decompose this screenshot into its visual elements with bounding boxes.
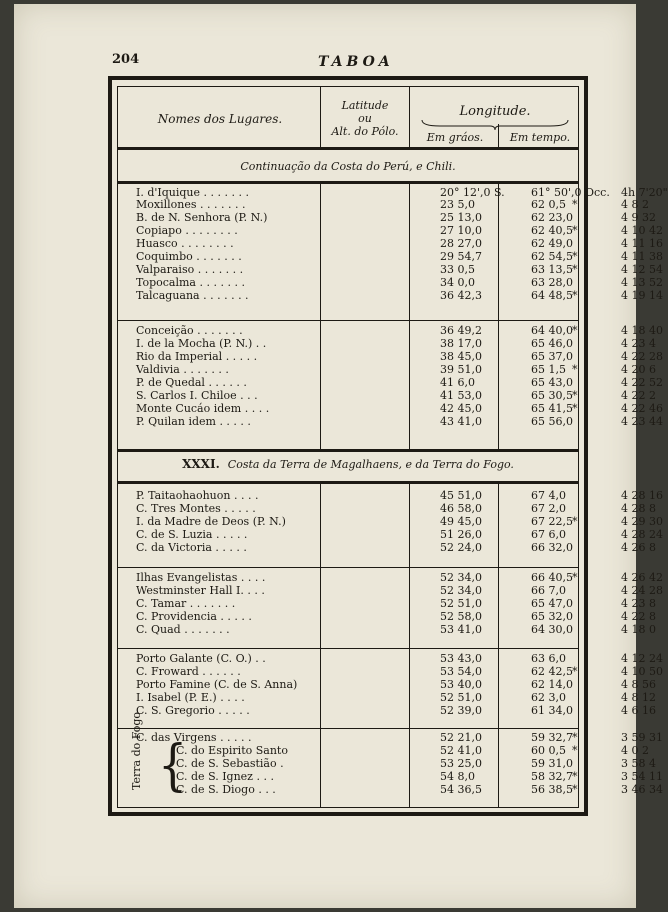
time-value: 4 23 8 (621, 597, 656, 610)
latitude-value: 53 43,0 (440, 652, 482, 665)
longitude-value: 65 56,0 (531, 415, 573, 428)
time-value: 4 10 42 (621, 224, 663, 237)
table-row (118, 224, 663, 238)
observation-mark: * (572, 731, 578, 744)
table-row (118, 502, 656, 516)
observation-mark: * (572, 250, 578, 263)
time-value: 4 13 52 (621, 276, 663, 289)
table-row (118, 350, 663, 364)
observation-mark: * (572, 402, 578, 415)
latitude-value: 38 45,0 (440, 350, 482, 363)
page-number: 204 (112, 52, 140, 67)
group-rule (118, 728, 578, 729)
table-row (118, 237, 663, 251)
time-value: 4 12 24 (621, 652, 663, 665)
terra-do-fogo-label: Terra do Fogo (130, 711, 143, 790)
place-name: C. Tamar . . . . . . . (136, 597, 236, 610)
place-name: I. de la Mocha (P. N.) . . (136, 337, 267, 350)
time-value: 4 28 16 (621, 489, 663, 502)
observation-mark: * (572, 363, 578, 376)
group-rule (118, 320, 578, 321)
longitude-value: 63 13,5 (531, 263, 573, 276)
latitude-value: 52 21,0 (440, 731, 482, 744)
table-row (118, 515, 663, 529)
table-row (118, 289, 663, 303)
time-value: 4 0 2 (621, 744, 649, 757)
latitude-value: 52 39,0 (440, 704, 482, 717)
latitude-value: 33 0,5 (440, 263, 475, 276)
observation-mark: * (572, 389, 578, 402)
place-name: C. Quad . . . . . . . (136, 623, 230, 636)
place-name: C. da Victoria . . . . . (136, 541, 247, 554)
time-value: 4 11 38 (621, 250, 663, 263)
latitude-value: 52 41,0 (440, 744, 482, 757)
column-header-degrees: Em gráos. (426, 131, 484, 144)
time-value: 4 10 50 (621, 665, 663, 678)
table-row (118, 263, 663, 277)
time-value: 4 22 8 (621, 610, 656, 623)
time-value: 4 18 40 (621, 324, 663, 337)
place-name: C. de S. Luzia . . . . . (136, 528, 248, 541)
longitude-value: 61° 50',0 Occ. (531, 186, 610, 199)
time-value: 4 28 8 (621, 502, 656, 515)
longitude-value: 56 38,5 (531, 783, 573, 796)
longitude-value: 65 37,0 (531, 350, 573, 363)
longitude-value: 62 49,0 (531, 237, 573, 250)
page-title: TABOA (318, 54, 394, 70)
longitude-value: 64 30,0 (531, 623, 573, 636)
place-name: P. de Quedal . . . . . . (136, 376, 247, 389)
time-value: 4 22 2 (621, 389, 656, 402)
table-row (118, 489, 663, 503)
place-name: C. Tres Montes . . . . . (136, 502, 256, 515)
time-value: 4 22 52 (621, 376, 663, 389)
longitude-value: 60 0,5 (531, 744, 566, 757)
longitude-value: 65 32,0 (531, 610, 573, 623)
latitude-value: 52 24,0 (440, 541, 482, 554)
header-rule (118, 147, 578, 150)
latitude-value: 52 34,0 (440, 571, 482, 584)
latitude-value: 43 41,0 (440, 415, 482, 428)
table-row (118, 541, 656, 555)
time-value: 4 22 28 (621, 350, 663, 363)
place-name: I. Isabel (P. E.) . . . . (136, 691, 245, 704)
time-value: 4 11 16 (621, 237, 663, 250)
place-name: Rio da Imperial . . . . . (136, 350, 258, 363)
longitude-value: 62 54,5 (531, 250, 573, 263)
table-row (118, 376, 663, 390)
table-row (118, 610, 656, 624)
observation-mark: * (572, 263, 578, 276)
place-name: B. de N. Senhora (P. N.) (136, 211, 268, 224)
table-row (118, 337, 656, 351)
terra-do-fogo-brace: { (158, 732, 188, 798)
time-value: 4 26 8 (621, 541, 656, 554)
time-value: 4 29 30 (621, 515, 663, 528)
place-name: P. Taitaohaohuon . . . . (136, 489, 259, 502)
latitude-value: 53 40,0 (440, 678, 482, 691)
header-divider (320, 87, 321, 147)
time-value: 3 46 34 (621, 783, 663, 796)
time-value: 4 9 32 (621, 211, 656, 224)
table-row (118, 597, 656, 611)
longitude-value: 65 46,0 (531, 337, 573, 350)
place-name: Talcaguana . . . . . . . (136, 289, 249, 302)
place-name: Moxillones . . . . . . . (136, 198, 246, 211)
place-name: I. da Madre de Deos (P. N.) (136, 515, 286, 528)
latitude-value: 27 10,0 (440, 224, 482, 237)
latitude-value: 54 36,5 (440, 783, 482, 796)
longitude-brace (420, 118, 570, 130)
column-header-names: Nomes dos Lugares. (157, 112, 283, 126)
latitude-value: 29 54,7 (440, 250, 482, 263)
section-rule (118, 449, 578, 452)
observation-mark: * (572, 665, 578, 678)
longitude-value: 62 40,5 (531, 224, 573, 237)
latitude-value: 53 25,0 (440, 757, 482, 770)
observation-mark: * (572, 198, 578, 211)
latitude-value: 52 51,0 (440, 597, 482, 610)
column-header-time: Em tempo. (509, 131, 571, 144)
table-row (118, 250, 663, 264)
place-name: Westminster Hall I. . . . (136, 584, 265, 597)
latitude-value: 36 49,2 (440, 324, 482, 337)
longitude-value: 59 31,0 (531, 757, 573, 770)
place-name: Valparaiso . . . . . . . (136, 263, 244, 276)
time-value: 4 28 24 (621, 528, 663, 541)
longitude-value: 62 14,0 (531, 678, 573, 691)
longitude-value: 62 3,0 (531, 691, 566, 704)
latitude-value: 45 51,0 (440, 489, 482, 502)
place-name: C. de S. Diogo . . . (176, 783, 276, 796)
latitude-value: 52 51,0 (440, 691, 482, 704)
latitude-value: 25 13,0 (440, 211, 482, 224)
observation-mark: * (572, 515, 578, 528)
header-divider (409, 87, 410, 147)
table-row (118, 324, 663, 338)
place-name: Coquimbo . . . . . . . (136, 250, 242, 263)
latitude-value: 53 54,0 (440, 665, 482, 678)
table-row (118, 528, 663, 542)
longitude-value: 67 22,5 (531, 515, 573, 528)
section-heading: Continuação da Costa do Perú, e Chili. (240, 160, 456, 173)
place-name: C. de S. Ignez . . . (176, 770, 274, 783)
longitude-value: 61 34,0 (531, 704, 573, 717)
place-name: C. Providencia . . . . . (136, 610, 252, 623)
longitude-value: 63 28,0 (531, 276, 573, 289)
table-row (118, 584, 663, 598)
time-value: 3 58 4 (621, 757, 656, 770)
longitude-value: 66 32,0 (531, 541, 573, 554)
time-value: 3 54 11 (621, 770, 663, 783)
place-name: C. Froward . . . . . . (136, 665, 241, 678)
table-row (118, 276, 663, 290)
latitude-value: 28 27,0 (440, 237, 482, 250)
table-row (118, 571, 663, 585)
table-row (118, 691, 656, 705)
place-name: Valdivia . . . . . . . (136, 363, 229, 376)
longitude-value: 59 32,7 (531, 731, 573, 744)
table-row (118, 652, 663, 666)
observation-mark: * (572, 770, 578, 783)
time-value: 4 8 56 (621, 678, 656, 691)
place-name: Porto Galante (C. O.) . . (136, 652, 266, 665)
latitude-value: 53 41,0 (440, 623, 482, 636)
table-row (118, 211, 656, 225)
table-row (118, 198, 649, 212)
latitude-value: 52 58,0 (440, 610, 482, 623)
time-value: 4 8 12 (621, 691, 656, 704)
latitude-value: 51 26,0 (440, 528, 482, 541)
latitude-value: 42 45,0 (440, 402, 482, 415)
table-row (118, 363, 656, 377)
time-value: 4 23 44 (621, 415, 663, 428)
longitude-value: 66 7,0 (531, 584, 566, 597)
table-row (118, 402, 663, 416)
longitude-value: 65 47,0 (531, 597, 573, 610)
longitude-value: 62 0,5 (531, 198, 566, 211)
observation-mark: * (572, 783, 578, 796)
place-name: Copiapo . . . . . . . . (136, 224, 238, 237)
place-name: Monte Cucáo idem . . . . (136, 402, 270, 415)
table-row (118, 704, 656, 718)
time-value: 4 12 54 (621, 263, 663, 276)
time-value: 4 22 46 (621, 402, 663, 415)
longitude-value: 58 32,7 (531, 770, 573, 783)
latitude-value: 52 34,0 (440, 584, 482, 597)
observation-mark: * (572, 224, 578, 237)
latitude-value: 36 42,3 (440, 289, 482, 302)
time-value: 4 18 0 (621, 623, 656, 636)
longitude-value: 64 48,5 (531, 289, 573, 302)
latitude-value: 34 0,0 (440, 276, 475, 289)
group-rule (118, 648, 578, 649)
time-value: 4 6 16 (621, 704, 656, 717)
group-rule (118, 567, 578, 568)
latitude-value: 23 5,0 (440, 198, 475, 211)
place-name: C. das Virgens . . . . . (136, 731, 252, 744)
longitude-value: 65 30,5 (531, 389, 573, 402)
place-name: Topocalma . . . . . . . (136, 276, 245, 289)
place-name: C. do Espirito Santo (176, 744, 288, 757)
longitude-value: 65 1,5 (531, 363, 566, 376)
place-name: C. de S. Sebastião . (176, 757, 284, 770)
longitude-value: 65 41,5 (531, 402, 573, 415)
observation-mark: * (572, 289, 578, 302)
longitude-value: 67 4,0 (531, 489, 566, 502)
place-name: I. d'Iquique . . . . . . . (136, 186, 249, 199)
column-header-longitude: Longitude. (459, 104, 531, 119)
time-value: 4 24 28 (621, 584, 663, 597)
latitude-value: 49 45,0 (440, 515, 482, 528)
table-row (118, 678, 656, 692)
time-value: 4 26 42 (621, 571, 663, 584)
longitude-value: 65 43,0 (531, 376, 573, 389)
section-rule (118, 181, 578, 184)
table-row (118, 389, 656, 403)
time-value: 4 19 14 (621, 289, 663, 302)
place-name: P. Quilan idem . . . . . (136, 415, 251, 428)
latitude-value: 20° 12',0 S. (440, 186, 505, 199)
time-value: 4 20 6 (621, 363, 656, 376)
latitude-value: 39 51,0 (440, 363, 482, 376)
longitude-value: 66 40,5 (531, 571, 573, 584)
time-value: 4 23 4 (621, 337, 656, 350)
observation-mark: * (572, 324, 578, 337)
longitude-value: 62 23,0 (531, 211, 573, 224)
place-name: Ilhas Evangelistas . . . . (136, 571, 266, 584)
longitude-value: 63 6,0 (531, 652, 566, 665)
longitude-value: 67 6,0 (531, 528, 566, 541)
place-name: Conceição . . . . . . . (136, 324, 243, 337)
time-value: 4 8 2 (621, 198, 649, 211)
latitude-value: 46 58,0 (440, 502, 482, 515)
latitude-value: 54 8,0 (440, 770, 475, 783)
place-name: S. Carlos I. Chiloe . . . (136, 389, 258, 402)
longitude-value: 62 42,5 (531, 665, 573, 678)
table-row (118, 415, 663, 429)
observation-mark: * (572, 744, 578, 757)
latitude-value: 41 6,0 (440, 376, 475, 389)
section-heading: XXXI. Costa da Terra de Magalhaens, e da Terra do Fogo. (182, 457, 514, 471)
latitude-value: 41 53,0 (440, 389, 482, 402)
column-header-latitude: Latitude ou Alt. do Pólo. (331, 99, 399, 138)
observation-mark: * (572, 571, 578, 584)
table-row (118, 623, 656, 637)
place-name: Porto Famine (C. de S. Anna) (136, 678, 298, 691)
place-name: Huasco . . . . . . . . (136, 237, 234, 250)
longitude-value: 67 2,0 (531, 502, 566, 515)
time-value: 4h 7'20" (621, 186, 668, 199)
table-row (118, 665, 663, 679)
section-rule (118, 481, 578, 484)
time-value: 3 59 31 (621, 731, 663, 744)
latitude-value: 38 17,0 (440, 337, 482, 350)
place-name: C. S. Gregorio . . . . . (136, 704, 250, 717)
longitude-value: 64 40,0 (531, 324, 573, 337)
